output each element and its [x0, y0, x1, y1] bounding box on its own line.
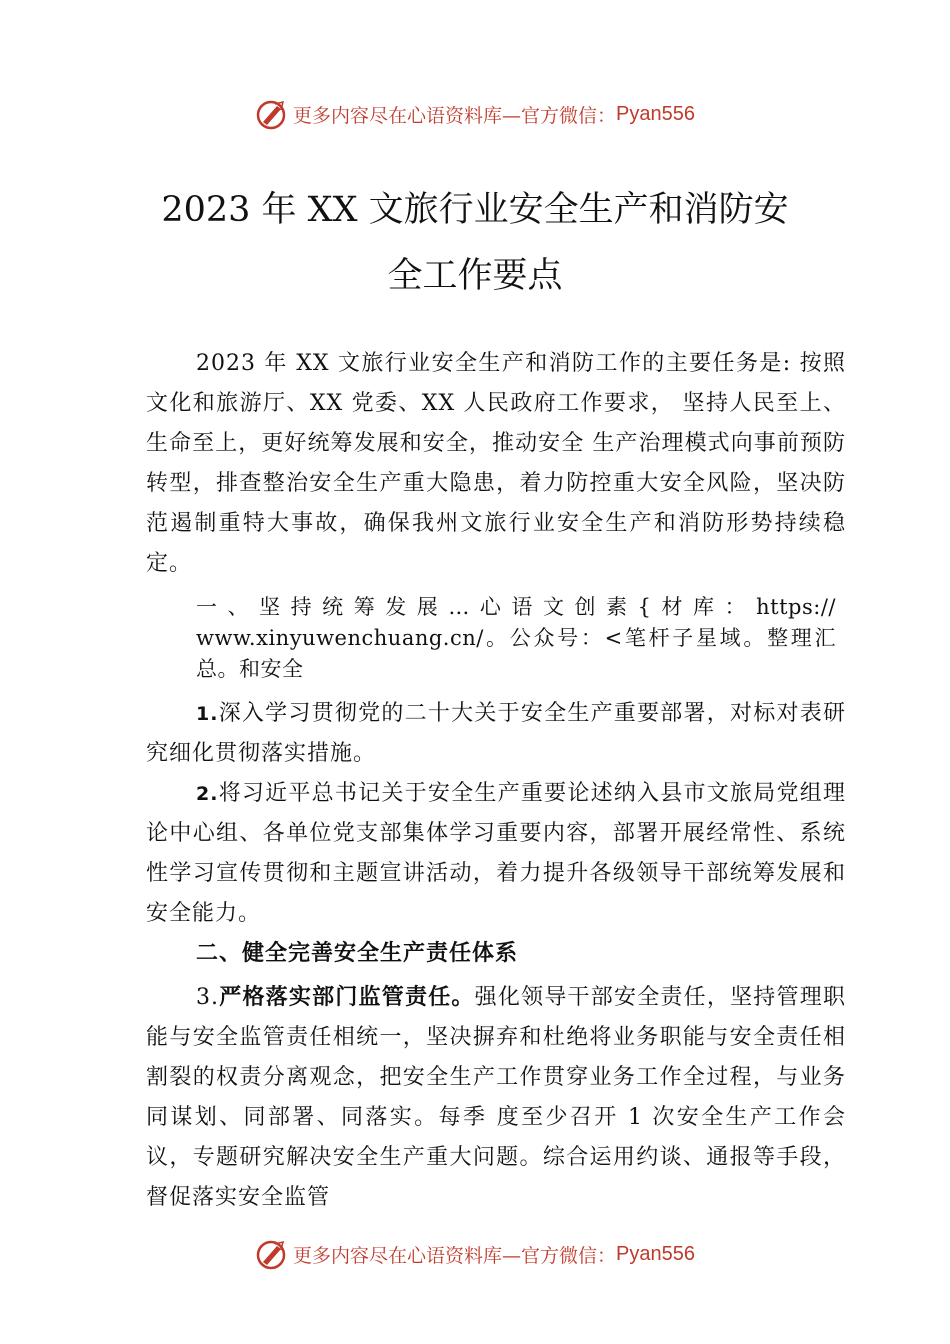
item-3-text: 强化领导干部安全责任，坚持管理职能与安全监管责任相统一，坚决摒弃和杜绝将业务职能与安全责任相割裂的权责分离观念，把安全生产工作贯穿业务工作全过程，与业务同谋划、同部署、同落实。每季 度至少召开 1 次安全生产工作会议，专题研究解决安全生产重大问题。综合运用约谈、通报等手段，督促落实安全监管	[146, 985, 846, 1210]
watermark-footer	[0, 1236, 950, 1272]
document-title-line1: 2023 年 XX 文旅行业安全生产和消防安	[161, 190, 789, 230]
pen-logo-icon	[255, 1238, 287, 1270]
watermark-wechat-id: Pyan556	[616, 1242, 695, 1265]
watermark-header	[0, 96, 950, 132]
watermark-text: 更多内容尽在心语资料库—官方微信：	[293, 1244, 617, 1267]
intro-paragraph: 2023 年 XX 文旅行业安全生产和消防工作的主要任务是: 按照文化和旅游厅、XX 党委、XX 人民政府工作要求， 坚持人民至上、生命至上，更好统筹发展和安全，推动安全 生产治理模式向事前预防转型，排查整治安全生产重大隐患，着力防控重大安全风险，坚决防范遏制重特大事故，确保我州文旅行业安全生产和消防形势持续稳定。	[146, 351, 846, 576]
section2-heading: 二、健全完善安全生产责任体系	[196, 941, 519, 966]
section1-heading: 一、坚持统筹发展…心语文创素{材库：https:// www.xinyuwenchuang.cn/。公众号：<笔杆子星域。整理汇总。和安全	[196, 595, 836, 681]
watermark-wechat-id: Pyan556	[616, 102, 695, 125]
item-3-number: 3.	[196, 985, 219, 1010]
watermark-text: 更多内容尽在心语资料库—官方微信：	[293, 104, 617, 127]
item-2-text: 将习近平总书记关于安全生产重要论述纳入县市文旅局党组理论中心组、各单位党支部集体学习重要内容，部署开展经常性、系统性学习宣传贯彻和主题宣讲活动，着力提升各级领导干部统筹发展和安全能力。	[146, 781, 846, 926]
document-title-line2: 全工作要点	[387, 256, 563, 296]
item-3	[146, 978, 846, 1218]
item-1-text: 深入学习贯彻党的二十大关于安全生产重要部署，对标对表研究细化贯彻落实措施。	[146, 701, 846, 766]
item-1	[146, 694, 846, 774]
item-3-lead: 严格落实部门监管责任。	[219, 985, 475, 1010]
item-1-number: 1.	[196, 703, 219, 725]
pen-logo-icon	[255, 98, 287, 130]
item-2	[146, 774, 846, 934]
item-2-number: 2.	[196, 783, 219, 805]
